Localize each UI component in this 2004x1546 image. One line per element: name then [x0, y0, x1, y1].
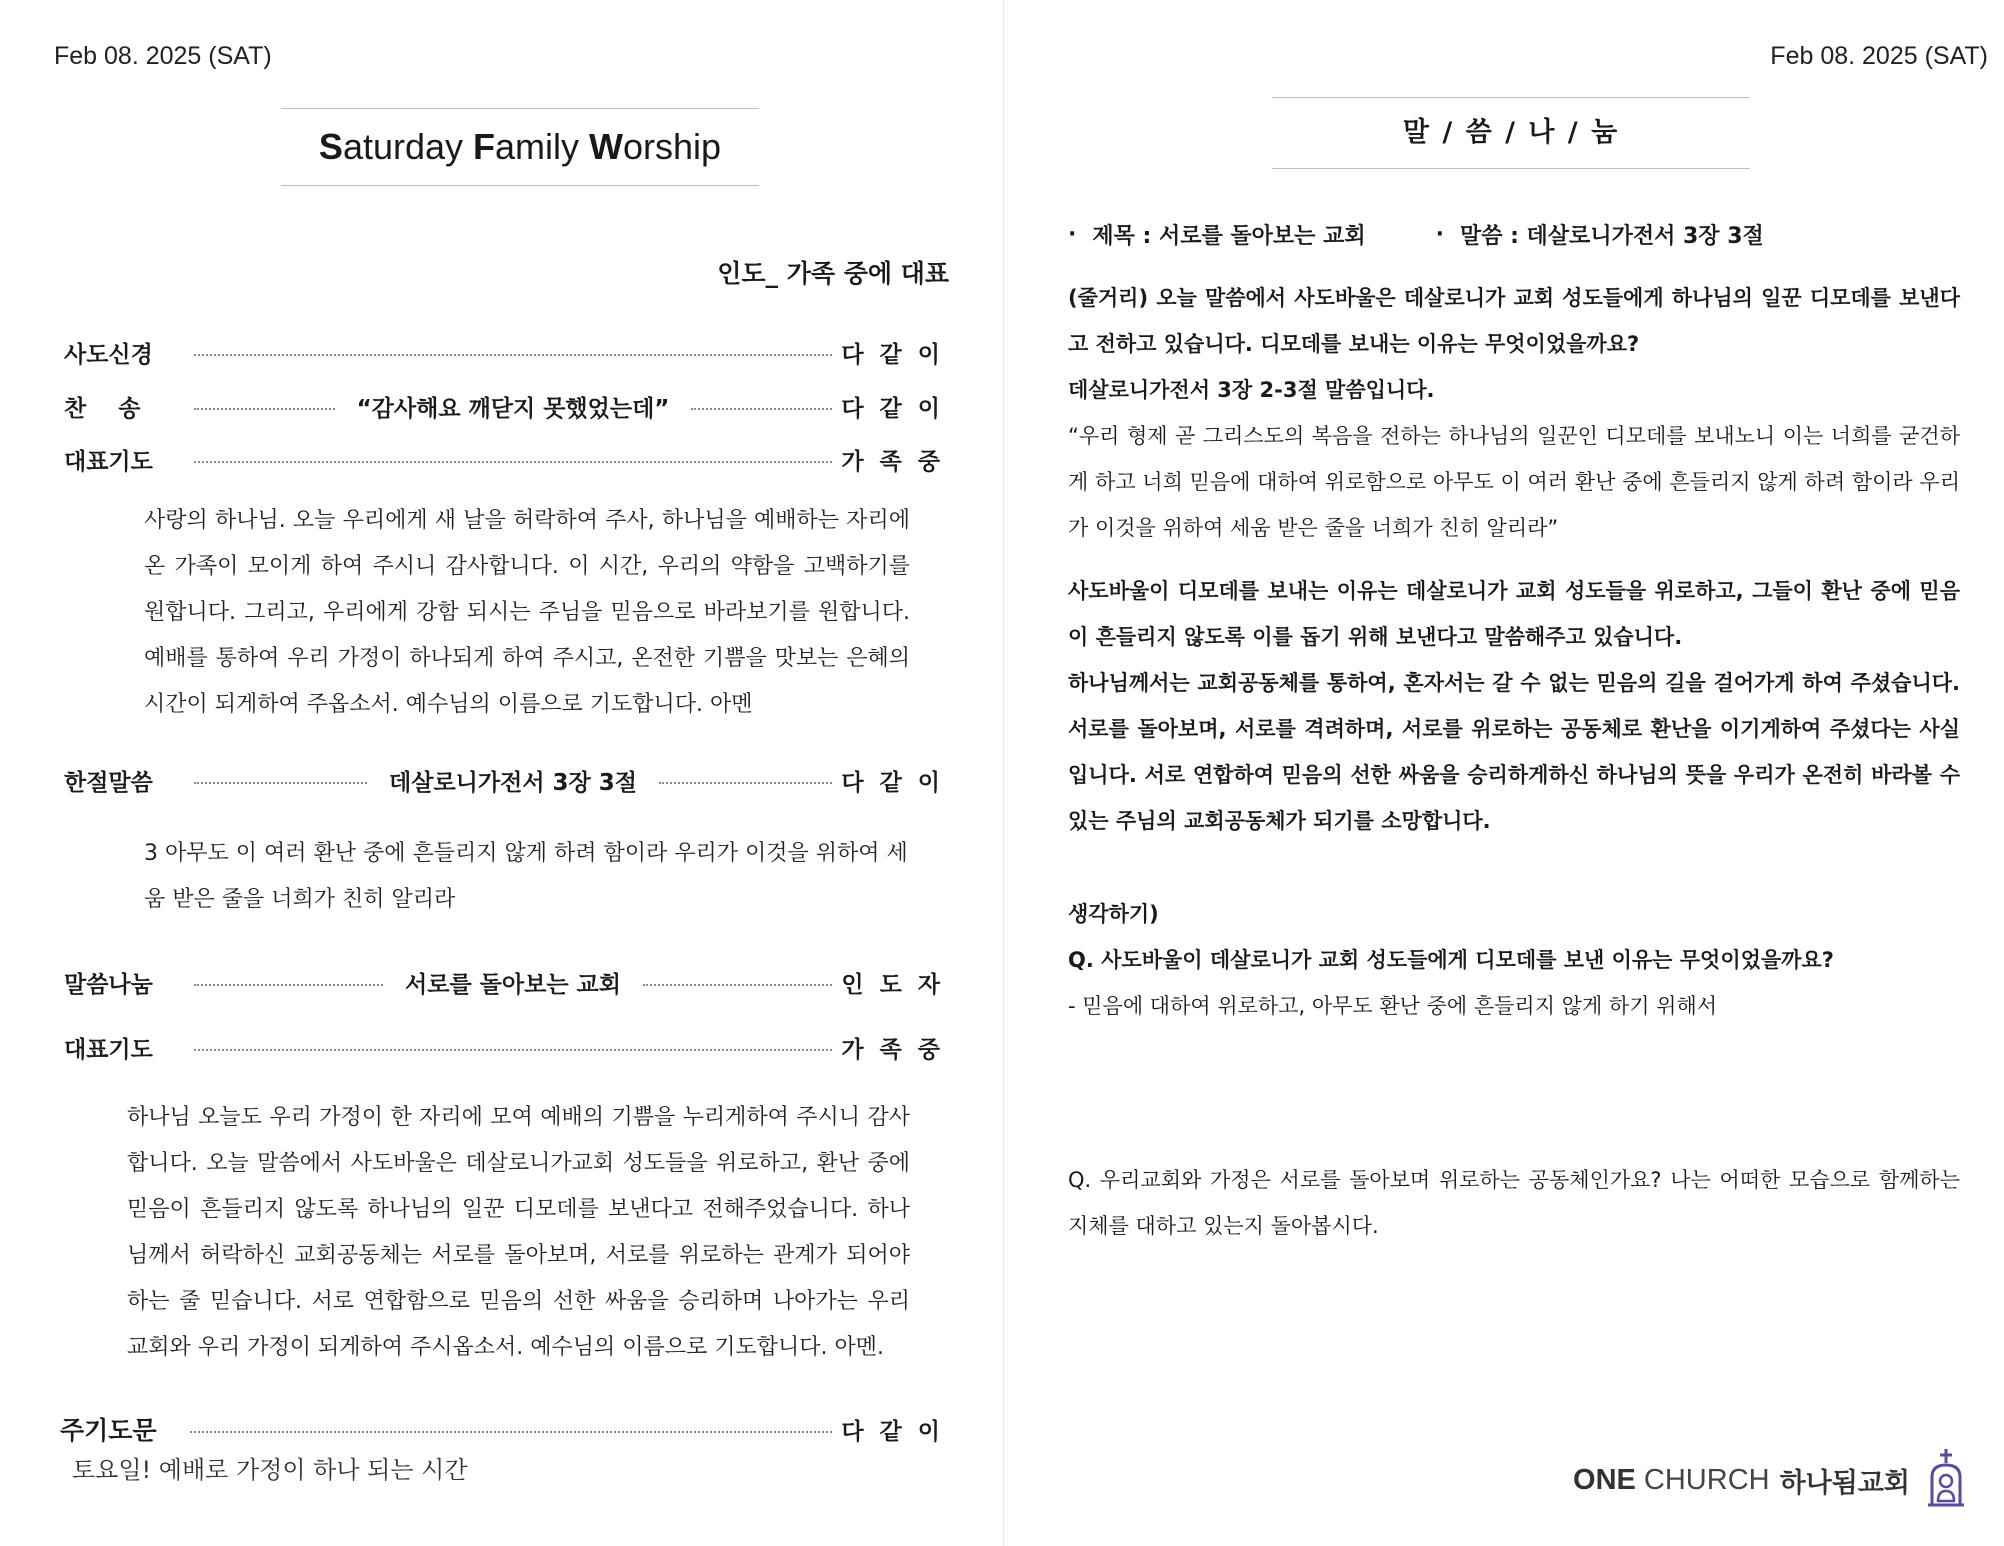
- dot-leader: [194, 984, 383, 986]
- order-row-lords-prayer: [60, 1410, 944, 1448]
- scripture-intro: 데살로니가전서 3장 2-3절 말씀입니다.: [1068, 378, 1435, 402]
- dot-leader: [194, 408, 335, 410]
- scripture-text: 말씀 : 데살로니가전서 3장 3절: [1459, 224, 1764, 249]
- dot-leader: [190, 1431, 832, 1433]
- order-label: 대표기도: [64, 448, 153, 475]
- dot-leader: [194, 782, 367, 784]
- question-1: Q. 사도바울이 데살로니가 교회 성도들에게 디모데를 보낸 이유는 무엇이었을까요?: [1068, 948, 1834, 972]
- order-participant: 다 같 이: [841, 1418, 944, 1445]
- verse-reference: 데살로니가전서 3장 3절: [389, 769, 637, 796]
- order-participant: 다 같 이: [841, 341, 944, 368]
- body-block: [1068, 568, 1960, 844]
- bullet-icon: ·: [1068, 222, 1077, 247]
- logo-english: ONE CHURCH: [1573, 1463, 1770, 1496]
- order-label: 찬송: [64, 395, 173, 422]
- order-row-creed: [64, 333, 944, 371]
- dot-leader: [643, 984, 832, 986]
- body-paragraph: 하나님께서는 교회공동체를 통하여, 혼자서는 갈 수 없는 믿음의 길을 걸어가게 하여 주셨습니다. 서로를 돌아보며, 서로를 격려하며, 서로를 위로하는 공동체로 환난을 이기게하여 주셨다는 사실입니다. 서로 연합하여 믿음의 선한 싸움을 승리하게하신 하나님의 뜻을 우리가 온전히 바라볼 수 있는 주님의 교회공동체가 되기를 소망합니다.: [1068, 671, 1960, 833]
- scripture-quote: “우리 형제 곧 그리스도의 복음을 전하는 하나님의 일꾼인 디모데를 보내노니 이는 너희를 굳건하게 하고 너희 믿음에 대하여 위로함으로 아무도 이 여러 환난 중에 흔들리지 않게 하려 함이라 우리가 이것을 위하여 세움 받은 줄을 너희가 친히 알리라”: [1068, 424, 1960, 540]
- dot-leader: [691, 408, 832, 410]
- church-cross-icon: [1924, 1447, 1968, 1513]
- order-participant: 다 같 이: [841, 395, 944, 422]
- reflection-block: [1068, 891, 1960, 1029]
- verse-text: 3 아무도 이 여러 환난 중에 흔들리지 않게 하려 함이라 우리가 이것을 위하여 세움 받은 줄을 너희가 친히 알리라: [144, 841, 908, 912]
- logo-korean: 하나됨교회: [1779, 1467, 1910, 1499]
- date: Feb 08. 2025 (SAT): [1770, 42, 1988, 70]
- topic-line: [1068, 219, 1764, 250]
- closing-prayer-text: 하나님 오늘도 우리 가정이 한 자리에 모여 예배의 기쁨을 누리게하여 주시니 감사합니다. 오늘 말씀에서 사도바울은 데살로니가교회 성도들을 위로하고, 환난 중에 믿음이 흔들리지 않도록 하나님의 일꾼 디모데를 보낸다고 전해주었습니다. 하나님께서 허락하신 교회공동체는 서로를 돌아보며, 서로를 위로하는 관계가 되어야 하는 줄 믿습니다. 서로 연합함으로 믿음의 선한 싸움을 승리하며 나아가는 우리 교회와 우리 가정이 되게하여 주시옵소서. 예수님의 이름으로 기도합니다. 아멘.: [127, 1105, 910, 1360]
- order-row-hymn: [64, 387, 944, 425]
- think-label: 생각하기): [1068, 902, 1159, 926]
- summary-block: [1068, 275, 1960, 551]
- order-row-verse: [64, 761, 944, 799]
- topic-item: [1068, 219, 1366, 250]
- order-row-prayer-2: [64, 1028, 944, 1066]
- summary-text: (줄거리) 오늘 말씀에서 사도바울은 데살로니가 교회 성도들에게 하나님의 일꾼 디모데를 보낸다고 전하고 있습니다. 디모데를 보내는 이유는 무엇이었을까요?: [1068, 286, 1960, 356]
- order-participant: 인 도 자: [841, 971, 945, 998]
- dot-leader: [194, 461, 832, 463]
- hymn-title: “감사해요 깨닫지 못했었는데”: [356, 395, 670, 422]
- question-2: Q. 우리교회와 가정은 서로를 돌아보며 위로하는 공동체인가요? 나는 어떠한 모습으로 함께하는 지체를 대하고 있는지 돌아봅시다.: [1068, 1168, 1960, 1238]
- dot-leader: [194, 1049, 832, 1051]
- sermon-title: 서로를 돌아보는 교회: [405, 971, 621, 998]
- order-label: 사도신경: [64, 341, 153, 368]
- dot-leader: [194, 354, 832, 356]
- topic-text: 제목 : 서로를 돌아보는 교회: [1092, 224, 1366, 249]
- church-logo: [1573, 1447, 1968, 1513]
- opening-prayer-text: 사랑의 하나님. 오늘 우리에게 새 날을 허락하여 주사, 하나님을 예배하는 자리에 온 가족이 모이게 하여 주시니 감사합니다. 이 시간, 우리의 약함을 고백하기를 원합니다. 그리고, 우리에게 강함 되시는 주님을 믿음으로 바라보기를 원합니다. 예배를 통하여 우리 가정이 하나되게 하여 주시고, 온전한 기쁨을 맛보는 은혜의 시간이 되게하여 주옵소서. 예수님의 이름으로 기도합니다. 아멘: [144, 508, 910, 717]
- answer-1: - 믿음에 대하여 위로하고, 아무도 환난 중에 흔들리지 않게 하기 위해서: [1068, 994, 1718, 1018]
- scripture-item: [1436, 219, 1764, 250]
- date: Feb 08. 2025 (SAT): [54, 42, 272, 70]
- order-label: 말씀나눔: [64, 971, 153, 998]
- motto: 토요일! 예배로 가정이 하나 되는 시간: [72, 1456, 468, 1484]
- bullet-icon: ·: [1435, 222, 1444, 247]
- sharing-title-box: [1272, 97, 1750, 169]
- order-row-prayer: [64, 440, 944, 478]
- body-paragraph: 사도바울이 디모데를 보내는 이유는 데살로니가 교회 성도들을 위로하고, 그들이 환난 중에 믿음이 흔들리지 않도록 이를 돕기 위해 보낸다고 말씀해주고 있습니다.: [1068, 579, 1960, 649]
- dot-leader: [659, 782, 832, 784]
- order-row-sharing: [64, 963, 944, 1001]
- worship-title: Saturday Family Worship: [318, 126, 722, 167]
- order-participant: 가 족 중: [841, 448, 944, 475]
- worship-title-box: [281, 108, 759, 186]
- order-label: 주기도문: [60, 1416, 157, 1445]
- order-label: 한절말씀: [64, 769, 153, 796]
- right-page: [1004, 0, 2004, 1546]
- leader-note: 인도_ 가족 중에 대표: [717, 259, 949, 288]
- order-participant: 가 족 중: [841, 1036, 944, 1063]
- sharing-title: 말 / 씀 / 나 / 눔: [1402, 117, 1620, 148]
- order-label: 대표기도: [64, 1036, 153, 1063]
- order-participant: 다 같 이: [841, 769, 945, 796]
